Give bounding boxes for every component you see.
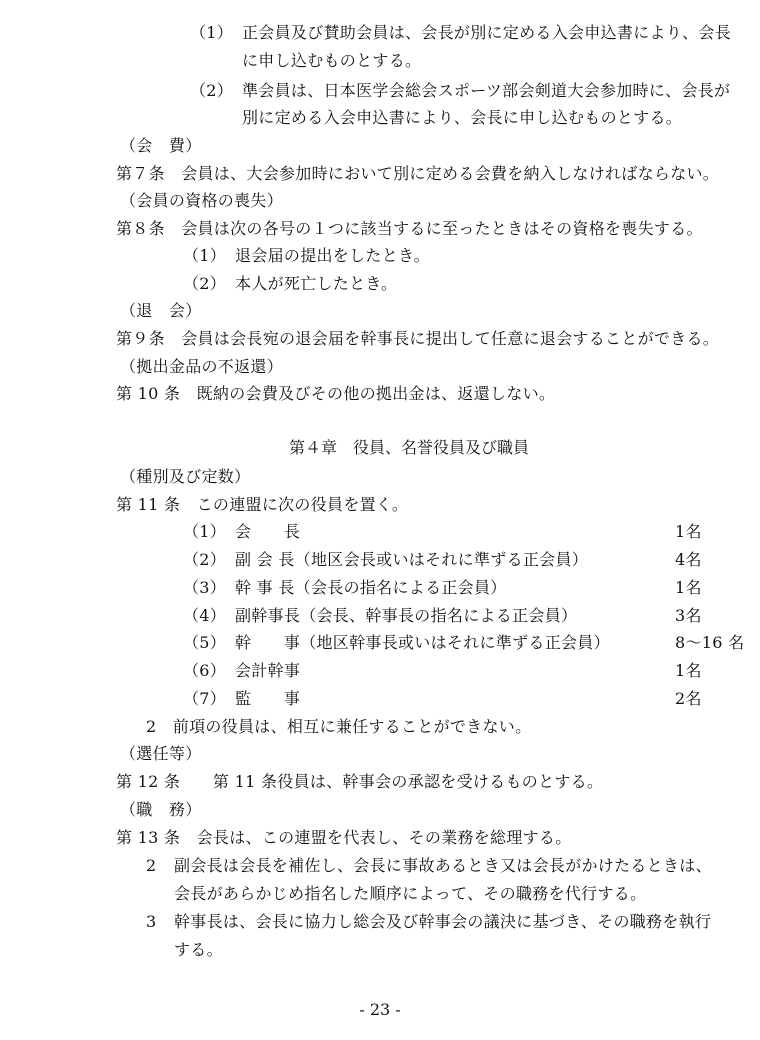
officer-count: 1名 bbox=[675, 661, 702, 680]
officer-role: 会 長 bbox=[235, 522, 301, 541]
heading-election: （選任等） bbox=[120, 744, 202, 763]
officer-row bbox=[183, 688, 702, 710]
officer-number: （2） bbox=[183, 550, 227, 569]
article-13-paragraph-3 bbox=[146, 911, 711, 933]
item-text: 本人が死亡したとき。 bbox=[235, 274, 398, 293]
officer-row bbox=[183, 605, 702, 627]
paragraph-number: 3 bbox=[146, 912, 157, 931]
heading-non-refund: （拠出金品の不返還） bbox=[120, 357, 284, 376]
article-13-paragraph-3-cont: する。 bbox=[174, 940, 223, 959]
clause-6-item-1 bbox=[190, 22, 731, 44]
heading-withdrawal: （退 会） bbox=[120, 301, 202, 320]
officer-row bbox=[183, 549, 702, 571]
article-8-item-1 bbox=[183, 245, 430, 267]
officer-role: 幹 事 長（会長の指名による正会員） bbox=[235, 578, 507, 597]
officer-role: 副幹事長（会長、幹事長の指名による正会員） bbox=[235, 606, 578, 625]
officer-number: （6） bbox=[183, 661, 227, 680]
officer-role: 会計幹事 bbox=[235, 661, 301, 680]
paragraph-number: 2 bbox=[146, 856, 157, 875]
item-text: 正会員及び賛助会員は、会長が別に定める入会申込書により、会長 bbox=[242, 23, 732, 42]
paragraph-text: 幹事長は、会長に協力し総会及び幹事会の議決に基づき、その職務を執行 bbox=[174, 912, 712, 931]
officer-count: 2名 bbox=[675, 689, 702, 708]
officer-number: （5） bbox=[183, 633, 227, 652]
officer-number: （1） bbox=[183, 522, 227, 541]
officer-row bbox=[183, 660, 702, 682]
article-11: 第 11 条 この連盟に次の役員を置く。 bbox=[116, 495, 409, 514]
paragraph-text: 副会長は会長を補佐し、会長に事故あるとき又は会長がかけたるときは、 bbox=[174, 856, 712, 875]
article-12: 第 12 条 第 11 条役員は、幹事会の承認を受けるものとする。 bbox=[116, 772, 604, 791]
clause-6-item-2 bbox=[190, 80, 730, 102]
article-8: 第８条 会員は次の各号の１つに該当するに至ったときはその資格を喪失する。 bbox=[116, 219, 703, 238]
item-number: （1） bbox=[183, 246, 227, 265]
officer-role: 幹 事（地区幹事長或いはそれに準ずる正会員） bbox=[235, 633, 610, 652]
item-number: （2） bbox=[183, 274, 227, 293]
officer-row bbox=[183, 632, 744, 654]
officer-count: 4名 bbox=[675, 550, 702, 569]
officer-count: 3名 bbox=[675, 606, 702, 625]
article-13: 第 13 条 会長は、この連盟を代表し、その業務を総理する。 bbox=[116, 828, 572, 847]
officer-number: （3） bbox=[183, 578, 227, 597]
clause-6-item-1-cont: に申し込むものとする。 bbox=[242, 51, 422, 70]
item-text: 退会届の提出をしたとき。 bbox=[235, 246, 430, 265]
item-number: （2） bbox=[190, 81, 234, 100]
officer-role: 監 事 bbox=[235, 689, 301, 708]
item-text: 準会員は、日本医学会総会スポーツ部会剣道大会参加時に、会長が bbox=[242, 81, 731, 100]
officer-count: 1名 bbox=[675, 522, 702, 541]
article-13-paragraph-2-cont: 会長があらかじめ指名した順序によって、その職務を代行する。 bbox=[174, 884, 647, 903]
officer-number: （4） bbox=[183, 606, 227, 625]
officer-count: 8～16 名 bbox=[675, 633, 745, 652]
item-number: （1） bbox=[190, 23, 234, 42]
article-11-paragraph-2: 2 前項の役員は、相互に兼任することができない。 bbox=[146, 717, 532, 736]
article-13-paragraph-2 bbox=[146, 855, 712, 877]
officer-role: 副 会 長（地区会長或いはそれに準ずる正会員） bbox=[235, 550, 589, 569]
officer-row bbox=[183, 577, 702, 599]
article-7: 第７条 会員は、大会参加時において別に定める会費を納入しなければならない。 bbox=[116, 164, 720, 183]
chapter-4-title: 第４章 役員、名誉役員及び職員 bbox=[289, 438, 530, 457]
heading-duties: （職 務） bbox=[120, 800, 202, 819]
officer-row bbox=[183, 521, 702, 543]
article-10: 第 10 条 既納の会費及びその他の拠出金は、返還しない。 bbox=[116, 384, 556, 403]
article-8-item-2 bbox=[183, 273, 397, 295]
officer-count: 1名 bbox=[675, 578, 702, 597]
article-9: 第９条 会員は会長宛の退会届を幹事長に提出して任意に退会することができる。 bbox=[116, 329, 720, 348]
heading-membership-loss: （会員の資格の喪失） bbox=[120, 191, 284, 210]
heading-fee: （会 費） bbox=[120, 136, 202, 155]
clause-6-item-2-cont: 別に定める入会申込書により、会長に申し込むものとする。 bbox=[242, 108, 683, 127]
officer-number: （7） bbox=[183, 689, 227, 708]
heading-types: （種別及び定数） bbox=[120, 467, 251, 486]
page-number: - 23 - bbox=[359, 1000, 401, 1019]
